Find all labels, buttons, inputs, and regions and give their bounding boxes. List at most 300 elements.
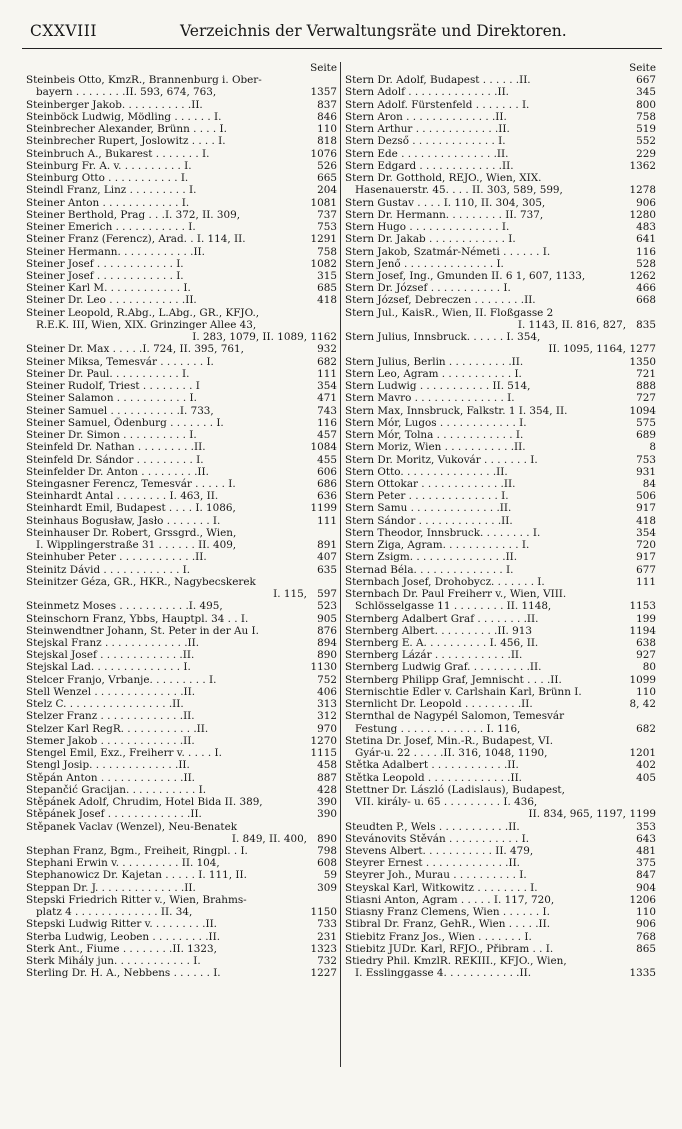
index-entry — [345, 808, 656, 820]
entry-text: Steindl Franz, Linz . . . . . . . . . I. — [26, 184, 197, 197]
entry-text: Stevánovits Stěván . . . . . . . . . . . I. — [345, 832, 530, 845]
entry-text: Stěpán Anton . . . . . . . . . . . . .II. — [26, 771, 195, 784]
index-entry — [26, 282, 337, 294]
index-entry — [345, 478, 656, 490]
entry-text: Steiner Hermann. . . . . . . . . . . .II. — [26, 245, 205, 258]
entry-page: 354 — [317, 380, 337, 393]
entry-text: Sternbach Josef, Drohobycz. . . . . . . I. — [345, 575, 545, 588]
index-entry — [26, 600, 337, 612]
index-entry — [345, 833, 656, 845]
entry-text: Stiebitz Franz Jos., Wien . . . . . . . I. — [345, 930, 532, 943]
entry-page: 110 — [636, 906, 656, 919]
index-entry — [26, 294, 337, 306]
entry-page: 847 — [636, 869, 656, 882]
entry-page: 891 — [317, 539, 337, 552]
entry-page: 970 — [317, 722, 337, 735]
entry-page: 758 — [636, 110, 656, 123]
entry-page: 1130 — [310, 661, 337, 674]
entry-text: Stevens Albert. . . . . . . . . . . II. 479, — [345, 845, 534, 857]
entry-text: Steiner Josef . . . . . . . . . . . . I. — [26, 257, 184, 270]
entry-page: 523 — [317, 600, 337, 613]
entry-page: 407 — [317, 551, 337, 564]
index-entry — [345, 551, 656, 563]
entry-page: 466 — [636, 282, 656, 295]
index-entry — [345, 356, 656, 368]
entry-text: Steinfeld Dr. Sándor . . . . . . . . . I. — [26, 453, 204, 466]
index-entry — [26, 331, 337, 343]
entry-text: Steingasner Ferencz, Temesvár . . . . . I. — [26, 477, 236, 490]
entry-page: 835 — [636, 318, 656, 331]
index-entry — [26, 502, 337, 514]
index-entry — [345, 747, 656, 759]
index-entry — [345, 209, 656, 221]
entry-page: 1153 — [629, 600, 656, 613]
entry-page: 111 — [317, 514, 337, 527]
entry-page: 643 — [636, 832, 656, 845]
entry-text: Steppan Dr. J. . . . . . . . . . . . . .II. — [26, 881, 196, 894]
entry-text: Steinberger Jakob. . . . . . . . . . .II. — [26, 98, 203, 111]
index-entry — [26, 674, 337, 686]
entry-text: Stiasni Anton, Agram . . . . . I. 117, 720, — [345, 893, 555, 906]
entry-text: Stephan Franz, Bgm., Freiheit, Ringpl. . I. — [26, 845, 248, 857]
index-entry — [26, 955, 337, 967]
entry-page: 682 — [317, 355, 337, 368]
entry-text: Stelzer Karl RegR. . . . . . . . . . . .II. — [26, 722, 209, 735]
entry-page: 8 — [649, 441, 656, 454]
index-entry — [345, 454, 656, 466]
index-entry — [26, 246, 337, 258]
index-entry — [345, 368, 656, 380]
index-entry — [26, 111, 337, 123]
entry-page: 353 — [636, 820, 656, 833]
index-entry — [345, 221, 656, 233]
index-entry — [345, 894, 656, 906]
entry-page: 528 — [636, 257, 656, 270]
entry-page: 894 — [317, 637, 337, 650]
entry-text: Steiner Berthold, Prag . . .I. 372, II. 309, — [26, 208, 241, 221]
index-entry — [345, 282, 656, 294]
index-entry — [26, 356, 337, 368]
index-entry — [26, 209, 337, 221]
index-entry — [26, 515, 337, 527]
entry-page: 312 — [317, 710, 337, 723]
entry-text: Steiner Dr. Max . . . . .I. 724, II. 395, 761, — [26, 343, 244, 356]
index-entry — [26, 931, 337, 943]
index-entry — [26, 380, 337, 392]
index-entry — [345, 111, 656, 123]
entry-page: 768 — [636, 930, 656, 943]
entry-page: 733 — [317, 918, 337, 931]
entry-text: Steiner Franz (Ferencz), Arad. . I. 114, II. — [26, 233, 246, 246]
entry-page: 1280 — [629, 208, 656, 221]
entry-text: Stěpánek Adolf, Chrudim, Hotel Bida II. 389, — [26, 796, 263, 809]
entry-page: 309 — [317, 881, 337, 894]
entry-text: Stetina Dr. Josef, Min.-R., Budapest, VI. — [345, 734, 554, 747]
entry-text: Sterba Ludwig, Leoben . . . . . . . . .II. — [26, 930, 221, 943]
entry-page: 917 — [636, 502, 656, 515]
entry-page: 800 — [636, 98, 656, 111]
entry-page: 1081 — [310, 196, 337, 209]
entry-text: Stern Dr. József . . . . . . . . . . . I. — [345, 282, 511, 295]
index-entry — [26, 86, 337, 98]
index-entry — [345, 845, 656, 857]
entry-page: 1194 — [629, 624, 656, 637]
index-entry — [345, 906, 656, 918]
index-entry — [345, 160, 656, 172]
entry-text: Steinbeis Otto, KmzR., Brannenburg i. Ober- — [26, 74, 262, 87]
entry-text: Steinbruch A., Bukarest . . . . . . . I. — [26, 147, 210, 160]
index-entry — [345, 99, 656, 111]
index-entry — [26, 710, 337, 722]
index-entry — [345, 148, 656, 160]
entry-page: 1262 — [629, 269, 656, 282]
entry-text: Stern Max, Innsbruck, Falkstr. 1 I. 354, II. — [345, 404, 568, 417]
entry-page: 315 — [317, 269, 337, 282]
index-entry — [26, 441, 337, 453]
entry-text: Steinbrecher Rupert, Joslowitz . . . . I. — [26, 135, 226, 148]
entry-text: Steinhuber Peter . . . . . . . . . . . .II. — [26, 551, 207, 564]
entry-text: Schlösselgasse 11 . . . . . . . . II. 1148, — [355, 600, 552, 613]
entry-page: 428 — [317, 783, 337, 796]
index-entry — [26, 637, 337, 649]
entry-text: II. 834, 965, 1197, — [528, 808, 626, 821]
entry-text: Stern Leo, Agram . . . . . . . . . . . I. — [345, 367, 522, 380]
entry-page: 890 — [317, 832, 337, 845]
entry-text: Festung . . . . . . . . . . . . . I. 116, — [355, 722, 521, 735]
entry-page: 635 — [317, 563, 337, 576]
entry-text: Steiner Karl M. . . . . . . . . . . . I. — [26, 282, 191, 295]
entry-page: 818 — [317, 135, 337, 148]
index-entry — [26, 74, 337, 86]
entry-text: Stěpánek Josef . . . . . . . . . . . . .II. — [26, 808, 202, 821]
entry-text: Stengel Emil, Exz., Freiherr v. . . . . I. — [26, 747, 222, 760]
entry-page: 665 — [317, 172, 337, 185]
entry-text: Stell Wenzel . . . . . . . . . . . . . .II. — [26, 685, 196, 698]
entry-text: Stern Ede . . . . . . . . . . . . . . .II. — [345, 147, 509, 160]
entry-page: 455 — [317, 453, 337, 466]
index-entry — [26, 821, 337, 833]
index-entry — [26, 184, 337, 196]
entry-page: 199 — [636, 612, 656, 625]
index-entry — [345, 564, 656, 576]
entry-page: 1357 — [310, 86, 337, 99]
entry-text: Stern Otto. . . . . . . . . . . . . . .II. — [345, 465, 508, 478]
entry-text: Gyár-u. 22 . . . . .II. 316, 1048, 1190, — [355, 747, 548, 760]
entry-text: Sterk Ant., Fiume . . . . . . . .II. 1323, — [26, 942, 217, 955]
index-entry — [345, 698, 656, 710]
entry-text: Steinitzer Géza, GR., HKR., Nagybecskerek — [26, 575, 256, 588]
index-entry — [26, 649, 337, 661]
entry-text: Stěpanek Vaclav (Wenzel), Neu-Benatek — [26, 820, 238, 833]
entry-text: Sternad Béla. . . . . . . . . . . . . . I. — [345, 563, 514, 576]
entry-text: Stern Jenő . . . . . . . . . . . . . . I. — [345, 257, 504, 270]
entry-text: Steyskal Karl, Witkowitz . . . . . . . . I. — [345, 881, 538, 894]
entry-text: I. 115, — [273, 588, 307, 601]
entry-page: 506 — [636, 490, 656, 503]
seite-label-right: Seite — [629, 62, 656, 74]
entry-page: 483 — [636, 221, 656, 234]
entry-text: Steinhauser Dr. Robert, Grssgrd., Wien, — [26, 526, 237, 539]
entry-text: Stern Moriz, Wien . . . . . . . . . . .II. — [345, 441, 526, 454]
index-entry — [345, 576, 656, 588]
entry-page: 876 — [317, 624, 337, 637]
entry-page: 720 — [636, 539, 656, 552]
index-entry — [345, 967, 656, 979]
entry-page: 1227 — [310, 967, 337, 980]
index-entry — [26, 343, 337, 355]
entry-text: Stern Dr. Moritz, Vukovár . . . . . . . I. — [345, 453, 538, 466]
index-entry — [26, 784, 337, 796]
entry-text: Stern Adolf. Fürstenfeld . . . . . . . I. — [345, 98, 530, 111]
entry-page: 1206 — [629, 893, 656, 906]
entry-text: Stephani Erwin v. . . . . . . . . . II. 104, — [26, 857, 220, 870]
entry-page: 743 — [317, 404, 337, 417]
entry-text: Stern Hugo . . . . . . . . . . . . . . I. — [345, 221, 510, 234]
index-entry — [26, 967, 337, 979]
entry-page: 313 — [317, 698, 337, 711]
entry-page: 110 — [317, 123, 337, 136]
entry-page: 905 — [317, 612, 337, 625]
entry-text: Steiner Josef . . . . . . . . . . . . I. — [26, 269, 184, 282]
entry-page: 1150 — [310, 906, 337, 919]
entry-text: Stern Ludwig . . . . . . . . . . . II. 514, — [345, 380, 531, 393]
entry-text: Steinschorn Franz, Ybbs, Hauptpl. 34 . . I. — [26, 612, 249, 625]
index-entry — [345, 233, 656, 245]
index-entry — [26, 466, 337, 478]
entry-page: 111 — [317, 367, 337, 380]
entry-page: 1323 — [310, 942, 337, 955]
entry-text: Steiner Dr. Paul. . . . . . . . . . . I. — [26, 367, 190, 380]
entry-page: 682 — [636, 722, 656, 735]
entry-text: Stemer Jakob . . . . . . . . . . . . .II. — [26, 734, 195, 747]
index-entry — [345, 821, 656, 833]
index-entry — [26, 270, 337, 282]
index-entry — [26, 882, 337, 894]
entry-text: Stern Theodor, Innsbruck. . . . . . . . I. — [345, 526, 541, 539]
index-entry — [26, 686, 337, 698]
entry-text: Steinfelder Dr. Anton . . . . . . . . .II. — [26, 465, 209, 478]
index-entry — [345, 943, 656, 955]
entry-page: 1084 — [310, 441, 337, 454]
index-entry — [26, 759, 337, 771]
entry-page: 798 — [317, 845, 337, 857]
entry-page: 636 — [317, 490, 337, 503]
index-entry — [26, 845, 337, 857]
index-entry — [26, 160, 337, 172]
entry-page: 418 — [317, 294, 337, 307]
index-entry — [345, 197, 656, 209]
entry-page: 1162 — [310, 331, 337, 344]
index-entry — [345, 307, 656, 319]
index-entry — [345, 686, 656, 698]
entry-page: 80 — [642, 661, 656, 674]
column-divider — [340, 62, 341, 1067]
entry-page: 608 — [317, 857, 337, 870]
seite-label-left: Seite — [310, 62, 337, 74]
entry-text: Stephanowicz Dr. Kajetan . . . . . I. 111, II. — [26, 869, 247, 882]
entry-text: Stern Jakob, Szatmár-Németi . . . . . . I. — [345, 245, 551, 258]
index-entry — [26, 307, 337, 319]
entry-page: 59 — [323, 869, 337, 882]
entry-text: Steiner Dr. Simon . . . . . . . . . . I. — [26, 429, 197, 442]
index-entry — [345, 588, 656, 600]
entry-text: Stern Ziga, Agram. . . . . . . . . . . . I. — [345, 539, 530, 552]
index-entry — [345, 674, 656, 686]
entry-page: 402 — [636, 759, 656, 772]
entry-page: 390 — [317, 808, 337, 821]
entry-page: 1199 — [629, 808, 656, 821]
entry-text: Stiebitz JUDr. Karl, RFJO., Přibram . . I. — [345, 942, 554, 955]
entry-page: 597 — [317, 588, 337, 601]
index-entry — [345, 429, 656, 441]
entry-page: 721 — [636, 367, 656, 380]
entry-text: Stelz C. . . . . . . . . . . . . . . . .II. — [26, 698, 184, 711]
entry-page: 229 — [636, 147, 656, 160]
index-entry — [345, 931, 656, 943]
index-entry — [26, 906, 337, 918]
entry-text: Steiner Rudolf, Triest . . . . . . . . I — [26, 380, 200, 393]
entry-text: Sternberg Albert. . . . . . . . . .II. 913 — [345, 624, 532, 637]
entry-page: 641 — [636, 233, 656, 246]
index-entry — [26, 661, 337, 673]
index-entry — [26, 613, 337, 625]
entry-page: 406 — [317, 685, 337, 698]
entry-text: Steinitz Dávid . . . . . . . . . . . . I. — [26, 563, 191, 576]
entry-page: 1350 — [629, 355, 656, 368]
entry-text: Stiasny Franz Clemens, Wien . . . . . . I. — [345, 906, 550, 919]
entry-page: 686 — [317, 477, 337, 490]
entry-text: Stern Mavro . . . . . . . . . . . . . . I. — [345, 392, 515, 405]
entry-page: 375 — [636, 857, 656, 870]
entry-page: 458 — [317, 759, 337, 772]
entry-page: 737 — [317, 208, 337, 221]
entry-page: 1115 — [310, 747, 337, 760]
entry-text: Stern Jul., KaisR., Wien, II. Floßgasse 2 — [345, 306, 554, 319]
entry-page: 906 — [636, 196, 656, 209]
entry-text: Stern Edgard . . . . . . . . . . . . .II. — [345, 159, 514, 172]
entry-text: Sternischtie Edler v. Carlshain Karl, Brünn I. — [345, 685, 582, 698]
entry-text: Stern Dr. Gotthold, REJO., Wien, XIX. — [345, 172, 542, 185]
entry-text: Stejskal Josef . . . . . . . . . . . . .II. — [26, 649, 195, 662]
index-entry — [26, 429, 337, 441]
index-entry — [26, 894, 337, 906]
entry-text: bayern . . . . . . . .II. 593, 674, 763, — [36, 86, 217, 99]
entry-page: 1270 — [310, 734, 337, 747]
entry-page: 390 — [317, 796, 337, 809]
entry-text: Sterk Mihály jun. . . . . . . . . . . . I. — [26, 955, 201, 968]
entry-text: Steiner Anton . . . . . . . . . . . . I. — [26, 196, 190, 209]
entry-page: 906 — [636, 918, 656, 931]
entry-text: Steinburg Fr. A. v. . . . . . . . . . I. — [26, 159, 192, 172]
entry-text: Sterling Dr. H. A., Nebbens . . . . . . I. — [26, 967, 221, 980]
index-entry — [345, 502, 656, 514]
entry-page: 1201 — [629, 747, 656, 760]
index-entry — [26, 233, 337, 245]
entry-text: Stern Ottokar . . . . . . . . . . . . .II. — [345, 477, 516, 490]
entry-text: Steinmetz Moses . . . . . . . . . . .I. 495, — [26, 600, 223, 613]
entry-page: 887 — [317, 771, 337, 784]
entry-text: Steiner Samuel . . . . . . . . . . .I. 733, — [26, 404, 214, 417]
index-entry — [345, 796, 656, 808]
index-entry — [345, 135, 656, 147]
index-entry — [345, 380, 656, 392]
index-entry — [345, 869, 656, 881]
index-entry — [26, 527, 337, 539]
entry-text: Stětka Leopold . . . . . . . . . . . . .II. — [345, 771, 522, 784]
entry-text: Stětka Adalbert . . . . . . . . . . . .II. — [345, 759, 519, 772]
entry-page: 405 — [636, 771, 656, 784]
entry-text: Stern Dr. Adolf, Budapest . . . . . .II. — [345, 74, 531, 87]
entry-page: 116 — [317, 416, 337, 429]
entry-page: 526 — [317, 159, 337, 172]
entry-text: Stengl Josip. . . . . . . . . . . . . .II. — [26, 759, 190, 772]
index-entry — [345, 723, 656, 735]
entry-text: Steyrer Joh., Murau . . . . . . . . . . I. — [345, 869, 527, 882]
index-entry — [26, 490, 337, 502]
entry-text: Hasenauerstr. 45. . . . II. 303, 589, 599, — [355, 184, 563, 197]
entry-text: Stern Peter . . . . . . . . . . . . . . I. — [345, 490, 509, 503]
index-entry — [26, 123, 337, 135]
index-entry — [345, 86, 656, 98]
entry-page: 932 — [317, 343, 337, 356]
index-entry — [345, 270, 656, 282]
entry-text: Stelcer Franjo, Vrbanje. . . . . . . . . I. — [26, 673, 217, 686]
entry-text: Steiner Salamon . . . . . . . . . . . I. — [26, 392, 197, 405]
index-entry — [345, 392, 656, 404]
entry-page: 116 — [636, 245, 656, 258]
entry-text: Steyrer Ernest . . . . . . . . . . . . .II. — [345, 857, 520, 870]
index-entry — [26, 197, 337, 209]
entry-text: Stern Samu . . . . . . . . . . . . . .II. — [345, 502, 512, 515]
index-entry — [345, 441, 656, 453]
entry-text: platz 4 . . . . . . . . . . . . . II. 34, — [36, 906, 193, 919]
entry-page: 231 — [317, 930, 337, 943]
index-entry — [26, 478, 337, 490]
index-entry — [345, 772, 656, 784]
index-entry — [345, 417, 656, 429]
index-entry — [345, 515, 656, 527]
entry-text: Sternlicht Dr. Leopold . . . . . . . . .II. — [345, 698, 533, 711]
entry-text: Steinfeld Dr. Nathan . . . . . . . . .II. — [26, 441, 206, 454]
entry-text: Steinbrecher Alexander, Brünn . . . . I. — [26, 123, 227, 136]
entry-text: Stern Dr. Jakab . . . . . . . . . . . . I. — [345, 233, 516, 246]
entry-text: Steiner Dr. Leo . . . . . . . . . . . .II. — [26, 294, 197, 307]
entry-page: 1099 — [629, 673, 656, 686]
entry-page: 638 — [636, 637, 656, 650]
entry-page: 732 — [317, 955, 337, 968]
entry-page: 575 — [636, 416, 656, 429]
entry-text: Steinburg Otto . . . . . . . . . . . I. — [26, 172, 189, 185]
index-entry — [26, 551, 337, 563]
entry-text: Stern Mór, Tolna . . . . . . . . . . . . I. — [345, 429, 524, 442]
index-entry — [26, 539, 337, 551]
entry-text: Steiner Miksa, Temesvár . . . . . . . I. — [26, 355, 214, 368]
index-entry — [26, 99, 337, 111]
entry-text: Steudten P., Wels . . . . . . . . . . .II. — [345, 820, 520, 833]
entry-page: 846 — [317, 110, 337, 123]
index-entry — [345, 600, 656, 612]
entry-page: 1335 — [629, 967, 656, 980]
entry-text: Stern Dezső . . . . . . . . . . . . . I. — [345, 135, 506, 148]
index-entry — [26, 943, 337, 955]
entry-page: 111 — [636, 575, 656, 588]
entry-page: 931 — [636, 465, 656, 478]
entry-page: 418 — [636, 514, 656, 527]
index-entry — [345, 527, 656, 539]
entry-text: Stibral Dr. Franz, GehR., Wien . . . . .II. — [345, 918, 551, 931]
entry-text: Sternberg Adalbert Graf . . . . . . . .II. — [345, 612, 539, 625]
entry-text: Stepski Ludwig Ritter v. . . . . . . . .II. — [26, 918, 217, 931]
